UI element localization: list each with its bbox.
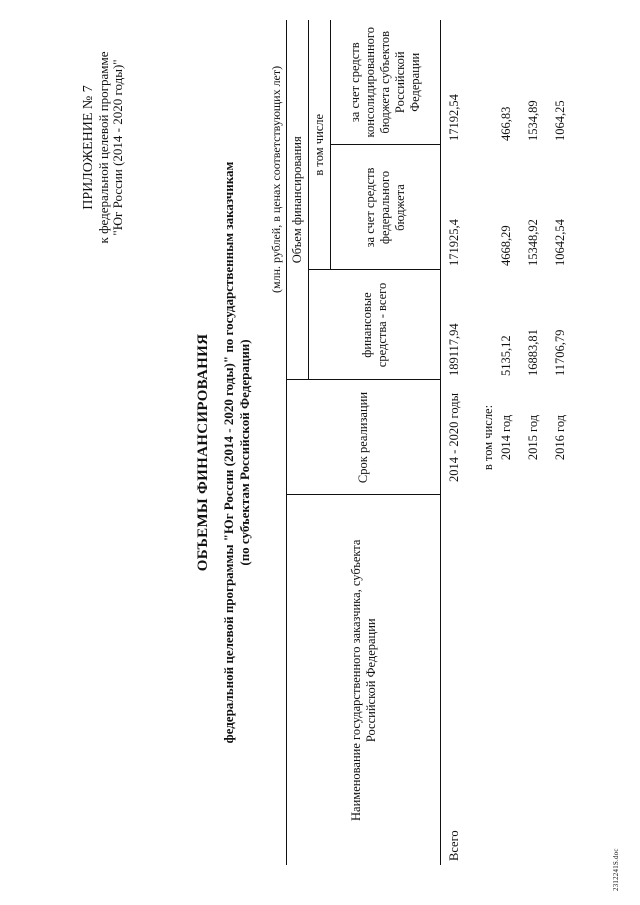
- units-note: (млн. рублей, в ценах соответствующих лет): [269, 65, 283, 293]
- row-name: [526, 495, 553, 865]
- table-row: [553, 20, 577, 865]
- row-name: Всего: [447, 830, 461, 861]
- header-federal: за счет средств федерального бюджета: [331, 145, 441, 270]
- row-federal: 4668,29: [498, 225, 513, 266]
- row-regional: 17192,54: [447, 94, 461, 141]
- row-federal: 171925,4: [447, 219, 461, 266]
- table-row: [441, 20, 481, 865]
- financing-table: [286, 20, 577, 865]
- row-total: 16883,81: [525, 329, 540, 376]
- header-name: Наименование государственного заказчика, субъекта Российской Федерации: [287, 495, 441, 865]
- row-federal: [481, 145, 499, 270]
- document-subtitle: федеральной целевой программы "Юг России (2014 - 2020 годы)" по государственным заказчикам: [221, 161, 236, 744]
- row-total: [481, 270, 499, 380]
- header-regional: за счет средств консолидированного бюджета субъектов Российской Федерации: [331, 20, 441, 145]
- header-term: Срок реализации: [287, 380, 441, 495]
- header-financing-volume: Объем финансирования: [287, 20, 309, 380]
- row-federal: 10642,54: [552, 219, 567, 266]
- row-total: 11706,79: [552, 329, 567, 376]
- appendix-number: ПРИЛОЖЕНИЕ № 7: [81, 85, 96, 210]
- table-row: [526, 20, 553, 865]
- row-total: 5135,12: [498, 335, 513, 376]
- row-regional: [481, 20, 499, 145]
- document-title: ОБЪЕМЫ ФИНАНСИРОВАНИЯ: [195, 333, 211, 572]
- row-total: 189117,94: [447, 323, 461, 376]
- row-federal: 15348,92: [525, 219, 540, 266]
- row-regional: 1534,89: [525, 100, 540, 141]
- header-including: в том числе: [309, 20, 331, 270]
- row-term: 2016 год: [552, 414, 567, 461]
- row-term: 2014 год: [498, 414, 513, 461]
- row-term: 2015 год: [525, 414, 540, 461]
- row-name: [481, 495, 499, 865]
- appendix-line-1: к федеральной целевой программе: [96, 51, 111, 244]
- row-regional: 1064,25: [552, 100, 567, 141]
- row-name: [553, 495, 577, 865]
- row-term: в том числе:: [480, 404, 495, 471]
- header-total: финансовые средства - всего: [309, 270, 441, 380]
- row-regional: 466,83: [498, 106, 513, 141]
- table-row: [481, 20, 499, 865]
- table-row: [499, 20, 526, 865]
- appendix-header: [82, 30, 125, 265]
- appendix-line-2: "Юг России (2014 - 2020 годы)": [110, 59, 125, 236]
- document-subtitle-2: (по субъектам Российской Федерации): [237, 339, 252, 566]
- row-term: 2014 - 2020 годы: [447, 393, 461, 483]
- row-name: [499, 495, 526, 865]
- document-file-reference: 2312241S.doc: [612, 848, 620, 891]
